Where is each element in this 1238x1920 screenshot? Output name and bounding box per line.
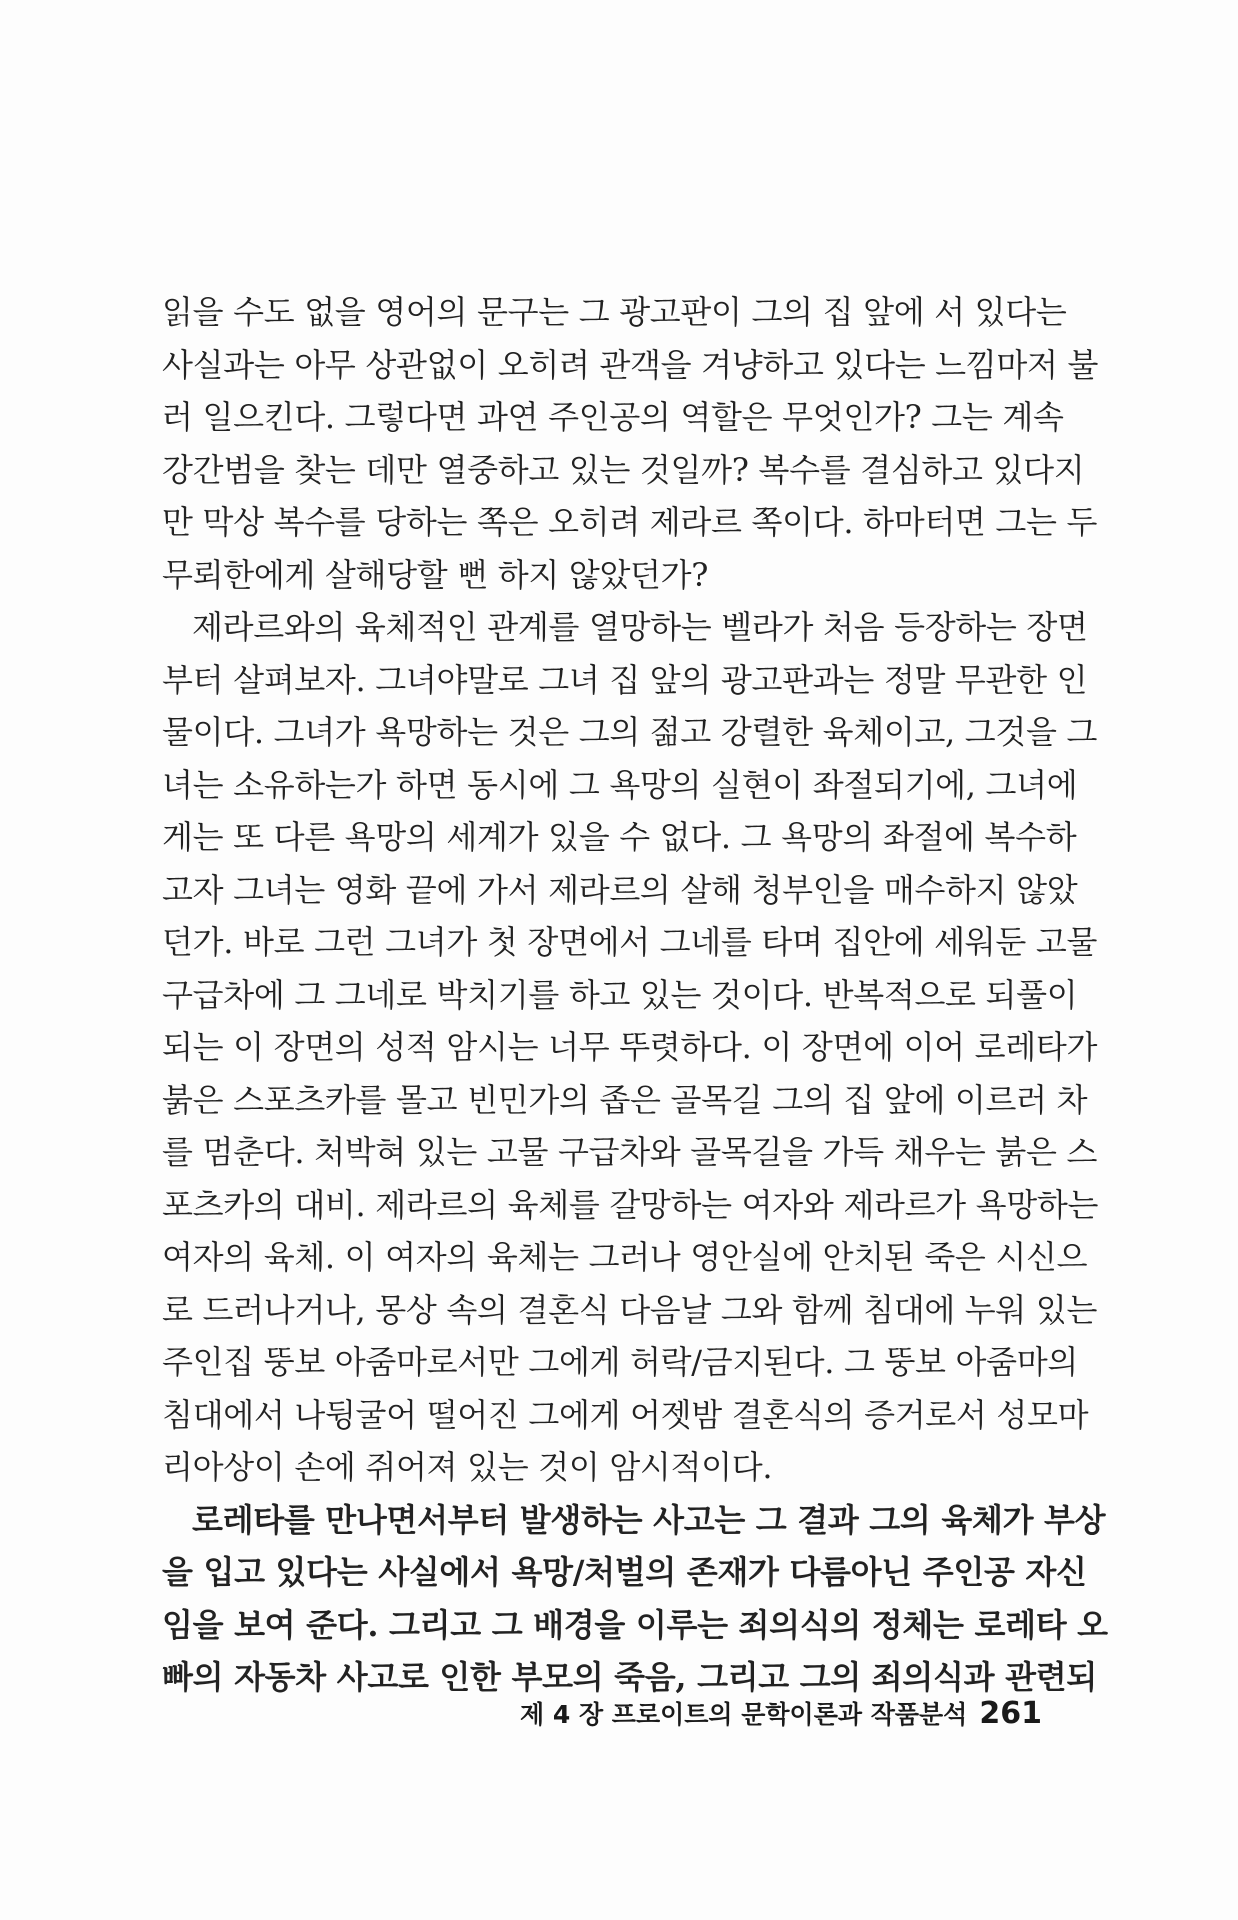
text-line: 를 멈춘다. 처박혀 있는 고물 구급차와 골목길을 가득 채우는 붉은 스 [162, 1133, 1098, 1171]
text-line: 사실과는 아무 상관없이 오히려 관객을 겨냥하고 있다는 느낌마저 불 [162, 345, 1099, 384]
text-line: 임을 보여 준다. 그리고 그 배경을 이루는 죄의식의 정체는 로레타 오 [162, 1605, 1108, 1644]
text-line: 고자 그녀는 영화 끝에 가서 제라르의 살해 청부인을 매수하지 않았 [162, 870, 1078, 909]
text-line: 부터 살펴보자. 그녀야말로 그녀 집 앞의 광고판과는 정말 무관한 인 [162, 660, 1088, 699]
paragraph-1 [162, 286, 1099, 601]
body-text [162, 286, 1108, 1704]
chapter-title: 제 4 장 프로이트의 문학이론과 작품분석 [520, 1700, 968, 1729]
text-line: 붉은 스포츠카를 몰고 빈민가의 좁은 골목길 그의 집 앞에 이르러 차 [162, 1080, 1088, 1119]
text-line: 강간범을 찾는 데만 열중하고 있는 것일까? 복수를 결심하고 있다지 [162, 450, 1085, 489]
text-line: 여자의 육체. 이 여자의 육체는 그러나 영안실에 안치된 죽은 시신으 [162, 1238, 1088, 1276]
text-line: 리아상이 손에 쥐어져 있는 것이 암시적이다. [162, 1448, 773, 1486]
text-line: 구급차에 그 그네로 박치기를 하고 있는 것이다. 반복적으로 되풀이 [162, 975, 1078, 1014]
text-line: 빠의 자동차 사고로 인한 부모의 죽음, 그리고 그의 죄의식과 관련되 [162, 1658, 1097, 1696]
text-line: 을 입고 있다는 사실에서 욕망/처벌의 존재가 다름아닌 주인공 자신 [162, 1553, 1087, 1591]
text-line: 제라르와의 육체적인 관계를 열망하는 벨라가 처음 등장하는 장면 [192, 608, 1088, 646]
text-line: 읽을 수도 없을 영어의 문구는 그 광고판이 그의 집 앞에 서 있다는 [162, 293, 1067, 331]
text-line: 러 일으킨다. 그렇다면 과연 주인공의 역할은 무엇인가? 그는 계속 [162, 398, 1064, 436]
text-line: 게는 또 다른 욕망의 세계가 있을 수 없다. 그 욕망의 좌절에 복수하 [162, 818, 1077, 856]
text-line: 주인집 뚱보 아줌마로서만 그에게 허락/금지된다. 그 뚱보 아줌마의 [162, 1343, 1078, 1381]
page-number: 261 [979, 1696, 1042, 1731]
text-line: 로 드러나거나, 몽상 속의 결혼식 다음날 그와 함께 침대에 누워 있는 [162, 1290, 1098, 1329]
text-line: 던가. 바로 그런 그녀가 첫 장면에서 그네를 타며 집안에 세워둔 고물 [162, 923, 1098, 961]
text-line: 되는 이 장면의 성적 암시는 너무 뚜렷하다. 이 장면에 이어 로레타가 [162, 1028, 1098, 1066]
text-line: 만 막상 복수를 당하는 쪽은 오히려 제라르 쪽이다. 하마터면 그는 두 [162, 503, 1098, 541]
paragraph-3 [162, 1494, 1108, 1704]
text-line: 로레타를 만나면서부터 발생하는 사고는 그 결과 그의 육체가 부상 [192, 1500, 1106, 1539]
text-line: 침대에서 나뒹굴어 떨어진 그에게 어젯밤 결혼식의 증거로서 성모마 [162, 1395, 1089, 1434]
text-line: 물이다. 그녀가 욕망하는 것은 그의 젊고 강렬한 육체이고, 그것을 그 [162, 713, 1098, 751]
running-footer [520, 1694, 1042, 1735]
text-line: 포츠카의 대비. 제라르의 육체를 갈망하는 여자와 제라르가 욕망하는 [162, 1185, 1099, 1224]
paragraph-2 [162, 601, 1099, 1494]
text-line: 무뢰한에게 살해당할 뻔 하지 않았던가? [162, 555, 709, 594]
text-line: 녀는 소유하는가 하면 동시에 그 욕망의 실현이 좌절되기에, 그녀에 [162, 765, 1078, 804]
